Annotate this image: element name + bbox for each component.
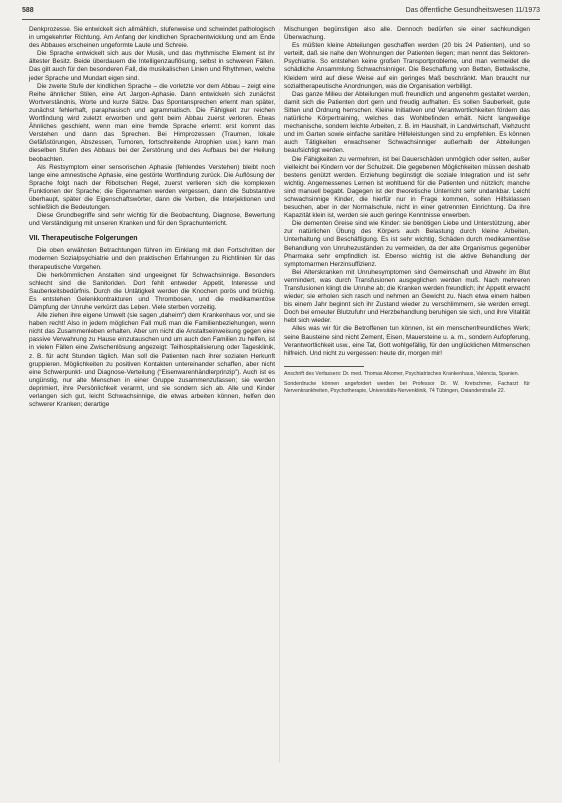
column-gutter <box>279 28 280 763</box>
paragraph: Die oben erwähnten Betrachtungen führen im Einklang mit den Fortschritten der modernen Sozialpsychiatrie und den praktischen Erfahrungen zu Richtlinien für das therapeutische Vorgehen. <box>29 247 275 271</box>
journal-title: Das öffentliche Gesundheitswesen 11/1973 <box>405 7 540 14</box>
page-number: 588 <box>22 7 34 14</box>
footnote-rule <box>284 366 364 367</box>
paragraph: Bei Alterskranken mit Unruhesymptomen sind Gemeinschaft und Abwehr im Blut vermindert, was durch Transfusionen ausgeglichen werden muß. Nach mehreren Transfusionen klingt die Unruhe ab; die Kranken werden freundlich; ihr Appetit erwacht wieder; sie erholen sich rasch und nehmen an Gewicht zu. Nach etwa einem halben bis einem Jahr beginnt sich ihr Zustand wieder zu verschlimmern, sie werden erregt. Doch bei erneuter Blutzufuhr und Herzbehandlung beruhigen sie sich, und ihre Vitalität hebt sich wieder. <box>284 268 530 325</box>
footnote-author-address: Anschrift des Verfassers: Dr. med. Thomas Alkomer, Psychiatrisches Krankenhaus, Valencia, Spanien. <box>284 370 520 377</box>
paragraph: Als Restsymptom einer sensorischen Aphasie (fehlendes Verstehen) bleibt noch lange eine amnestische Aphasie, eine gestörte Wortfindung zurück. Die Auflösung der Sprache folgt nach der Ribotschen Regel, zuerst verlieren sich die komplexen Funktionen der Sprache; die Eigennamen werden vergessen, dann die Substantive überhaupt, später die Eigenschaftswörter, dann die Verben, die Interjektionen und schließlich die Bedeutungen. <box>29 163 275 212</box>
paragraph: Die Sprache entwickelt sich aus der Musik, und das rhythmische Element ist ihr ältester Besitz. Beide überdauern die Intelligenzauflösung, selbst in schweren Fällen. Das gilt auch für den besonderen Fall, die musikalischen Linien und Rhythmen, welche jeder Sprache und Mundart eigen sind. <box>29 50 275 82</box>
page-header <box>22 6 540 20</box>
paragraph: Denkprozesse. Sie entwickelt sich allmählich, stufenweise und schwindet pathologisch in umgekehrter Richtung. Am Anfang der kindlichen Sprachentwicklung und am Ende des Abbaues erscheinen ungeformte Laute und Schreie. <box>29 26 275 50</box>
footnote-reprints: Sonderdrucke können angefordert werden bei Professor Dr. W. Kretschmer, Facharzt für Nervenkrankheiten, Psychotherapie, Universitäts-Nervenklinik, 74 Tübingen, Osianderstraße 22. <box>284 381 530 394</box>
paragraph: Alle ziehen ihre eigene Umwelt (sie sagen „daheim“) dem Krankenhaus vor, und sie haben recht! Also in jedem möglichen Fall muß man die Familienbeziehungen, wenn nicht das Zusammenleben erhalten. Aber um nicht die Anstaltseinweisung gegen eine passive Verwahrung zu Hause einzutauschen und um auch den Familien zu helfen, ist in vielen Fällen eine Zwischenlösung angezeigt: Teilhospitalisierung oder Tagesklinik, z. B. für acht Stunden täglich. Man soll die Patienten nach ihrer sozialen Herkunft gruppieren. Möglichkeiten zu positiven Kontakten untereinander schaffen, aber nicht eine Schwerpunkt- und Diagnose-Verteilung (“Eisenwarenhändlerprinzip”). Auch ist es ungünstig, nur alte Menschen in einer Gruppe zusammenzufassen; sie werden deprimiert, ihre Persönlichkeit verarmt, und sie sondern sich ab. Alle und Kinder verlangen sich gut, leicht Schwachsinnige, die etwas arbeiten können, helfen den schwerer Kranken; derartige <box>29 312 275 409</box>
paragraph: Diese Grundbegriffe sind sehr wichtig für die Beobachtung, Diagnose, Bewertung und Verständigung mit unseren Kranken und für den Sprachunterricht. <box>29 212 275 228</box>
section-heading: VII. Therapeutische Folgerungen <box>29 235 138 243</box>
paragraph: Es müßten kleine Abteilungen geschaffen werden (20 bis 24 Patienten), und so verteilt, daß sie nahe den Wohnungen der Patienten liegen; man nennt das Sektoren-Psychiatrie. So entstehen keine großen Transportprobleme, und man vermeidet die schädliche Ansammlung Schwachsinniger. Die Beschaffung von Betten, Bettwäsche, Kleidern wird auf diese Weise auf ein geringes Maß beschränkt. Man braucht nur sozialtherapeutische Anordnungen, was die Organisation verbilligt. <box>284 42 530 90</box>
paragraph: Mischungen begünstigen also alle. Dennoch bedürfen sie einer sachkundigen Überwachung. <box>284 26 530 42</box>
paragraph: Die dementen Greise sind wie Kinder: sie benötigen Liebe und Unterstützung, aber zur natürlichen Übung des Körpers auch Belastung durch kleine Arbeiten, Unterhaltung und Beschäftigung. Es ist sehr wichtig, Schäden durch medikamentöse Behandlung von Unruhezuständen zu vermeiden, da der alte Organismus gegenüber Pharmaka sehr empfindlich ist. Ebenso wichtig ist die aktive Behandlung der symptomarmen Herzinsuffizienz. <box>284 220 530 268</box>
paragraph: Alles was wir für die Betroffenen tun können, ist ein menschenfreundliches Werk; seine Bausteine sind nicht Zement, Eisen, Mauersteine u. a. m., sondern Aufopferung, Verantwortlichkeit usw., eine Tat, Gott wohlgefällig, für den unglücklichen Mitmenschen hilfreich. Und nicht zu vergessen: heute dir, morgen mir! <box>284 325 530 357</box>
left-column <box>29 26 275 409</box>
paragraph: Die zweite Stufe der kindlichen Sprache – die vorletzte vor dem Abbau – zeigt eine Reihe ähnlicher Stilen, eine Art Jargon-Aphasie. Dann entwickeln sich zunächst Wortverständnis, Worte und kurze Sätze. Das Spontansprechen erlernt man später, zunächst fehlerhaft, paraphasisch und agrammatisch. Die Fähigkeit zur reichen Wortfindung wird zuletzt erworben und geht beim Abbau zuerst verloren. Etwas Ähnliches geschieht, wenn man eine fremde Sprache erlernt: erst kommt das Verstehen und dann das Sprechen. Bei Hirnprozessen (Traumen, lokale Gefäßstörungen, Abszessen, Tumoren, fortschreitende Atrophien usw.) kann man dieselben Stufen des Abbaus bei der Zerstörung und des Aufbaus bei der Heilung beobachten. <box>29 82 275 163</box>
paragraph: Die Fähigkeiten zu vermehren, ist bei Dauerschäden unmöglich oder selten, außer vielleicht bei Kindern vor der Schulzeit. Die gegebenen Möglichkeiten müssen deshalb bestens genützt werden. Erziehung begünstigt die soziale Integration und ist sehr wichtig. Angemessenes Lernen ist wohltuend für die Patienten und nützlich; manche sind manuell begabt. Dagegen ist der theoretische Unterricht sehr undankbar. Leicht schwachsinnige Kinder, die hierfür nur in Frage kommen, sollen Hilfsklassen besuchen, aber in der Normalschule, nicht in einer getrennten Einrichtung. Da ihre Kapazität klein ist, werden sie auch geringe Kenntnisse erwerben. <box>284 155 530 220</box>
right-column <box>284 26 530 398</box>
paragraph: Die herkömmlichen Anstalten sind ungeeignet für Schwachsinnige. Besonders schlecht sind die Sanitoriden. Dort fehlt entweder Appetit, Interesse und Sauberkeitsbedürfnis. Durch die Untätigkeit werden die Knochen porös und brüchig. Es entstehen Gelenkkontrakturen und Thrombosen, und die medikamentöse Dämpfung der Unruhe verkürzt das Leben. Viele sterben vorzeitig. <box>29 271 275 311</box>
paragraph: Das ganze Milieu der Abteilungen muß freundlich und angenehm gestaltet werden, damit sich die Patienten dort gern und freudig aufhalten. Es sollen Sauberkeit, gute Sitten und Ordnung herrschen. Kleine Initiativen und Verantwortlichkeiten fördern das natürliche Körpertraining, welches das Wohlbefinden erhält. Nicht langweilige mechanische, sondern leichte Arbeiten, z. B. im Haushalt, in Landwirtschaft, Viehzucht und im Garten sowie einfache sanitäre Hilfeleistungen sind zu empfehlen. Es können auch Tätigkeiten erwachsener Schwachsinniger außerhalb der Abteilungen beaufsichtigt werden. <box>284 90 530 155</box>
